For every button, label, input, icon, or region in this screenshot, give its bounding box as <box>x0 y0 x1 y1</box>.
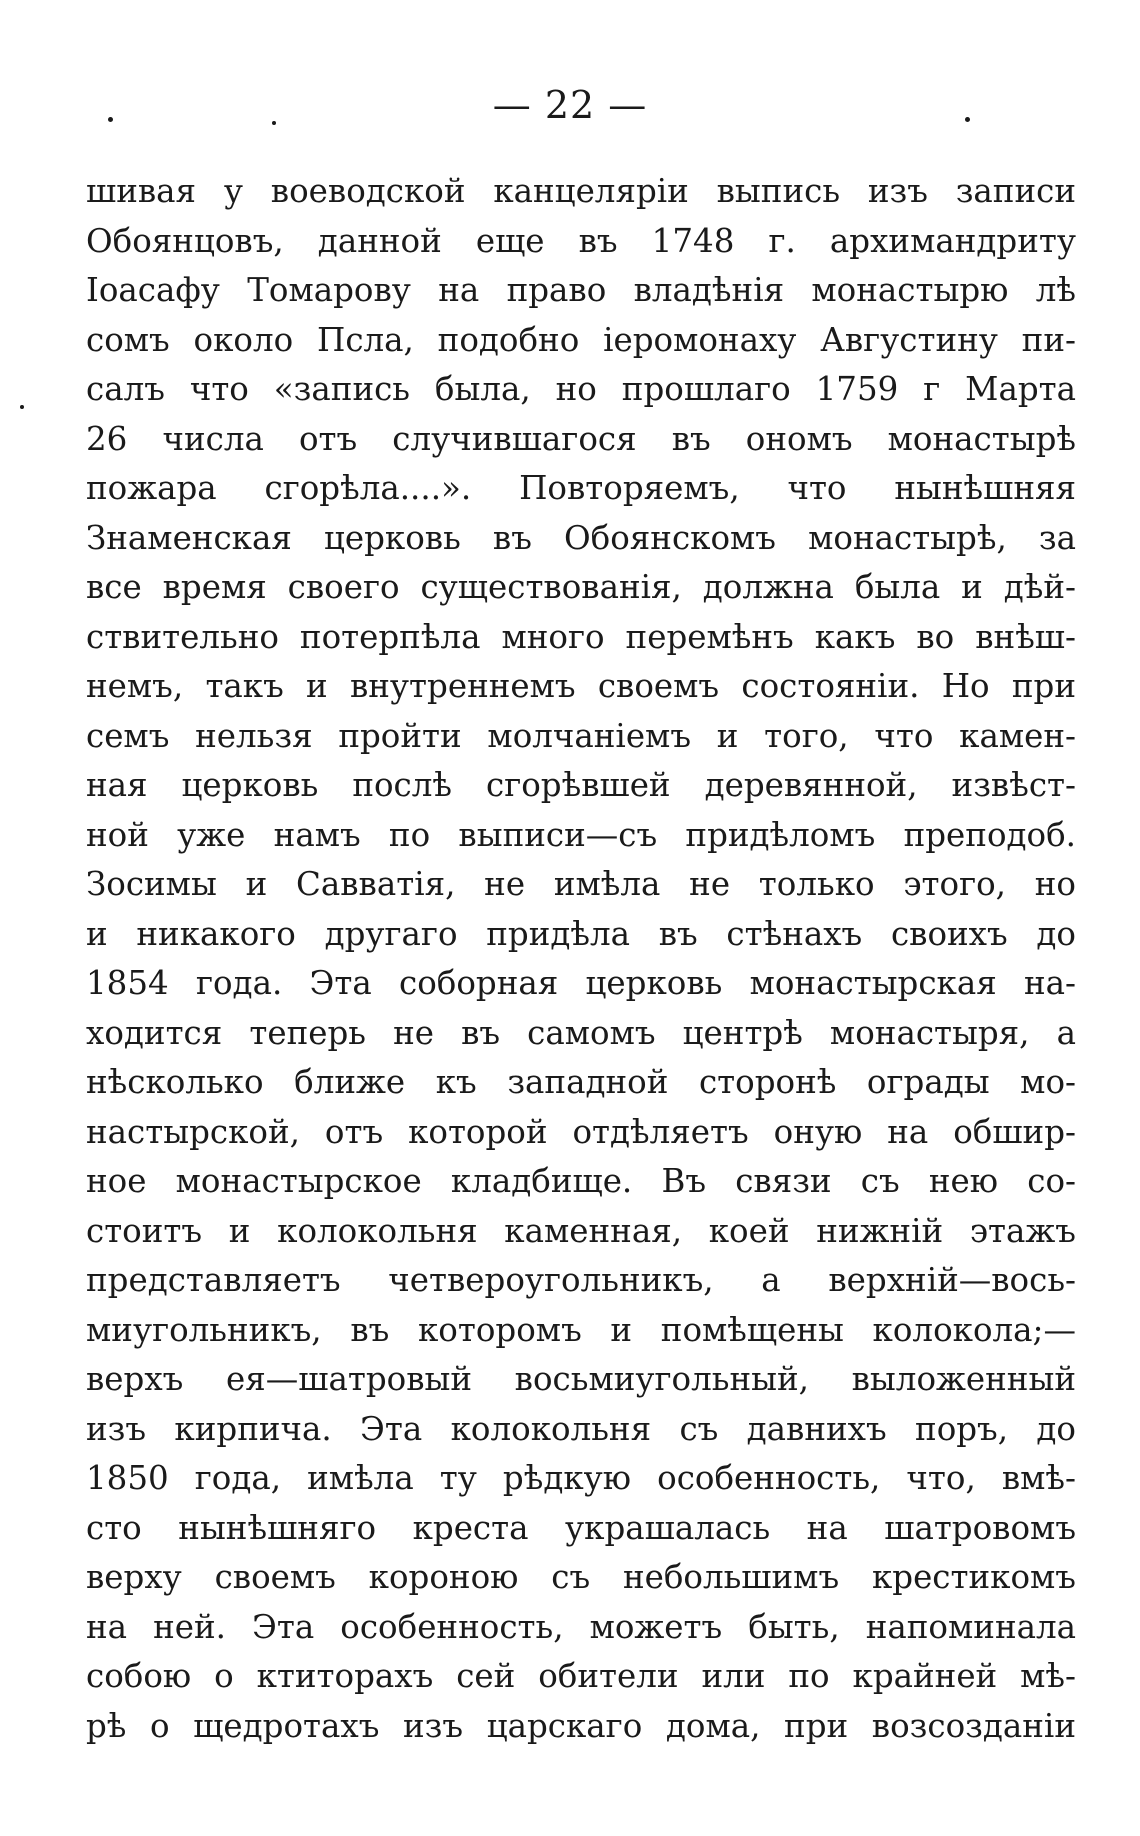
text-line: Зосимы и Савватія, не имѣла не только этого, но <box>86 865 1076 903</box>
text-line: ной уже намъ по выписи—съ придѣломъ преподоб. <box>86 815 1076 854</box>
text-line: настырской, отъ которой отдѣляетъ оную на обшир- <box>86 1112 1076 1151</box>
text-line: пожара сгорѣла....». Повторяемъ, что нынѣшняя <box>86 469 1076 507</box>
text-line: верху своемъ короною съ небольшимъ крестикомъ <box>86 1558 1076 1596</box>
text-line: верхъ ея—шатровый восьмиугольный, выложенный <box>86 1360 1076 1398</box>
text-line: семъ нельзя пройти молчаніемъ и того, что камен- <box>86 716 1076 755</box>
text-line: изъ кирпича. Эта колокольня съ давнихъ поръ, до <box>86 1409 1076 1448</box>
text-line: нѣсколько ближе къ западной сторонѣ ограды мо- <box>86 1063 1076 1101</box>
text-line: 1854 года. Эта соборная церковь монастырская на- <box>86 964 1076 1002</box>
text-line: ходится теперь не въ самомъ центрѣ монастыря, а <box>86 1013 1076 1052</box>
text-line: миугольникъ, въ которомъ и помѣщены колокола;— <box>86 1310 1076 1349</box>
body-text <box>86 167 1076 1751</box>
text-line: сто нынѣшняго креста украшалась на шатровомъ <box>86 1508 1076 1547</box>
text-line: ствительно потерпѣла много перемѣнъ какъ во внѣш- <box>86 617 1076 656</box>
text-line: Обоянцовъ, данной еще въ 1748 г. архимандриту <box>86 221 1076 260</box>
text-line: на ней. Эта особенность, можетъ быть, напоминала <box>86 1607 1076 1646</box>
text-line: Знаменская церковь въ Обоянскомъ монастырѣ, за <box>86 518 1076 557</box>
text-line: Іоасафу Томарову на право владѣнія монастырю лѣ <box>86 271 1076 309</box>
text-line: собою о ктиторахъ сей обители или по крайней мѣ- <box>86 1657 1076 1695</box>
text-line: все время своего существованія, должна была и дѣй- <box>86 568 1076 606</box>
text-line: немъ, такъ и внутреннемъ своемъ состояніи. Но при <box>86 667 1076 705</box>
text-line: стоитъ и колокольня каменная, коей нижній этажъ <box>86 1211 1076 1250</box>
text-line: 1850 года, имѣла ту рѣдкую особенность, что, вмѣ- <box>86 1459 1076 1497</box>
text-line: сомъ около Псла, подобно іеромонаху Августину пи- <box>86 320 1076 359</box>
text-line: рѣ о щедротахъ изъ царскаго дома, при возсозданіи <box>86 1706 1076 1745</box>
text-line: представляетъ четвероугольникъ, а верхній—вось- <box>86 1261 1076 1299</box>
text-line: 26 числа отъ случившагося въ ономъ монастырѣ <box>86 419 1076 458</box>
page-number: — 22 — <box>492 83 648 127</box>
text-line: шивая у воеводской канцеляріи выпись изъ записи <box>86 172 1076 210</box>
text-line: ное монастырское кладбище. Въ связи съ нею со- <box>86 1162 1076 1200</box>
text-line: салъ что «запись была, но прошлаго 1759 г Марта <box>86 370 1076 408</box>
ink-speck <box>20 405 24 409</box>
text-line: ная церковь послѣ сгорѣвшей деревянной, извѣст- <box>86 766 1076 804</box>
text-line: и никакого другаго придѣла въ стѣнахъ своихъ до <box>86 914 1076 953</box>
